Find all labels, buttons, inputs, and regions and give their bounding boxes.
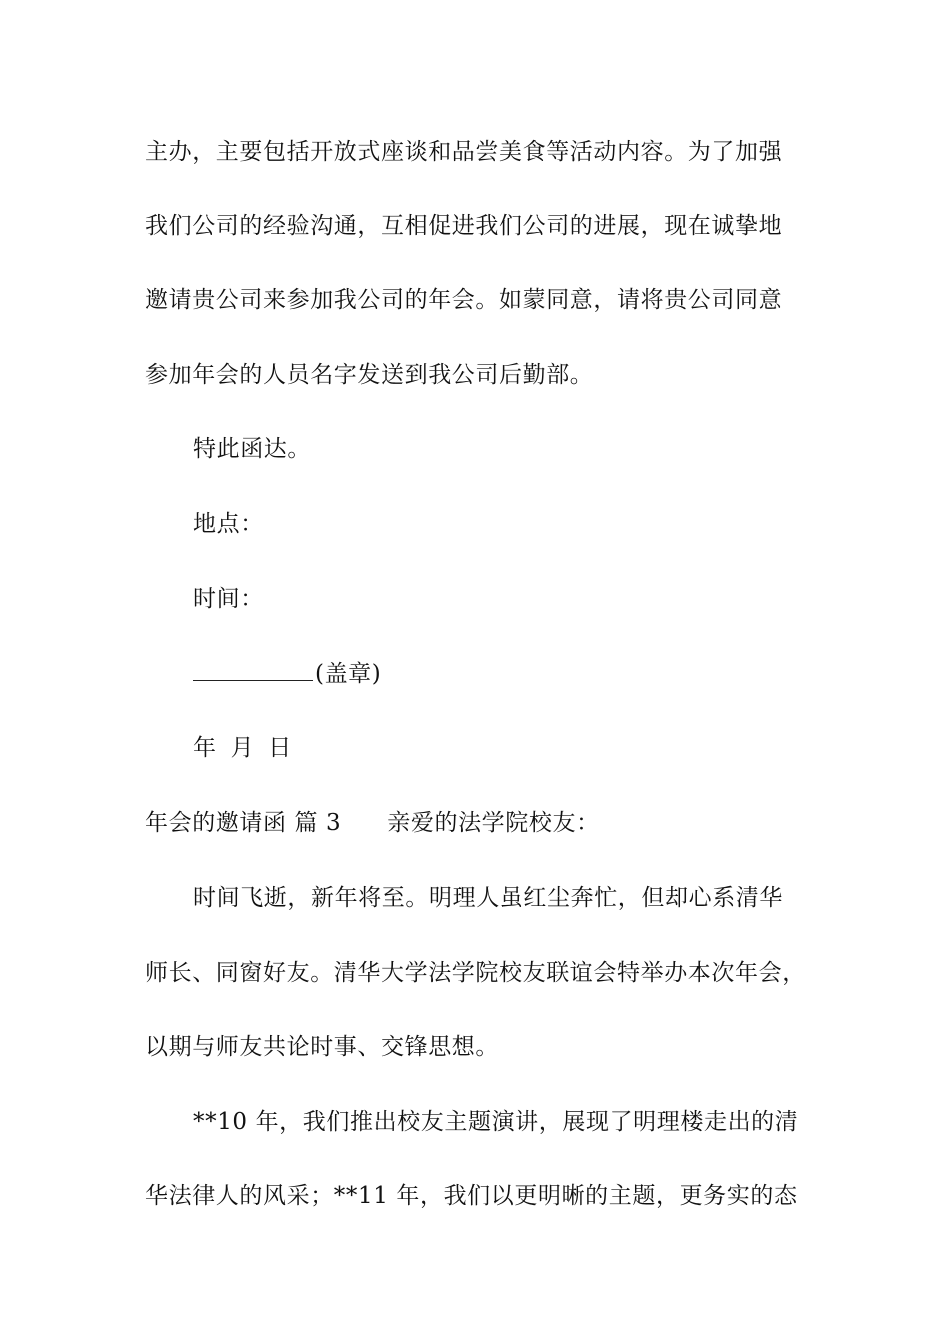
body-line-4: 参加年会的人员名字发送到我公司后勤部。 [145, 362, 594, 388]
date-month: 月 [230, 735, 255, 761]
section-title: 年会的邀请函 篇 3 [145, 810, 342, 836]
body-line-2: 我们公司的经验沟通，互相促进我们公司的进展，现在诚挚地 [145, 213, 783, 239]
location-label: 地点： [193, 511, 264, 537]
salutation: 亲爱的法学院校友： [387, 810, 600, 836]
seal-blank [193, 660, 313, 681]
date-line [193, 733, 873, 763]
date-year: 年 [193, 735, 217, 761]
time-label: 时间： [193, 586, 264, 612]
body-line-3: 邀请贵公司来参加我公司的年会。如蒙同意，请将贵公司同意 [145, 287, 783, 313]
body-line-6: 师长、同窗好友。清华大学法学院校友联谊会特举办本次年会， [145, 960, 806, 986]
body-line-5: 时间飞逝，新年将至。明理人虽红尘奔忙，但却心系清华 [193, 885, 783, 911]
body-line-9: 华法律人的风采；**11 年，我们以更明晰的主题，更务实的态 [145, 1183, 798, 1209]
seal-line [193, 659, 873, 689]
section-heading-line [145, 808, 825, 838]
closing-line: 特此函达。 [193, 436, 311, 462]
body-line-7: 以期与师友共论时事、交锋思想。 [145, 1034, 499, 1060]
body-line-8: **10 年，我们推出校友主题演讲，展现了明理楼走出的清 [193, 1109, 799, 1135]
date-day: 日 [268, 735, 292, 761]
body-line-1: 主办，主要包括开放式座谈和品尝美食等活动内容。为了加强 [145, 139, 783, 165]
seal-label: (盖章) [315, 661, 382, 687]
